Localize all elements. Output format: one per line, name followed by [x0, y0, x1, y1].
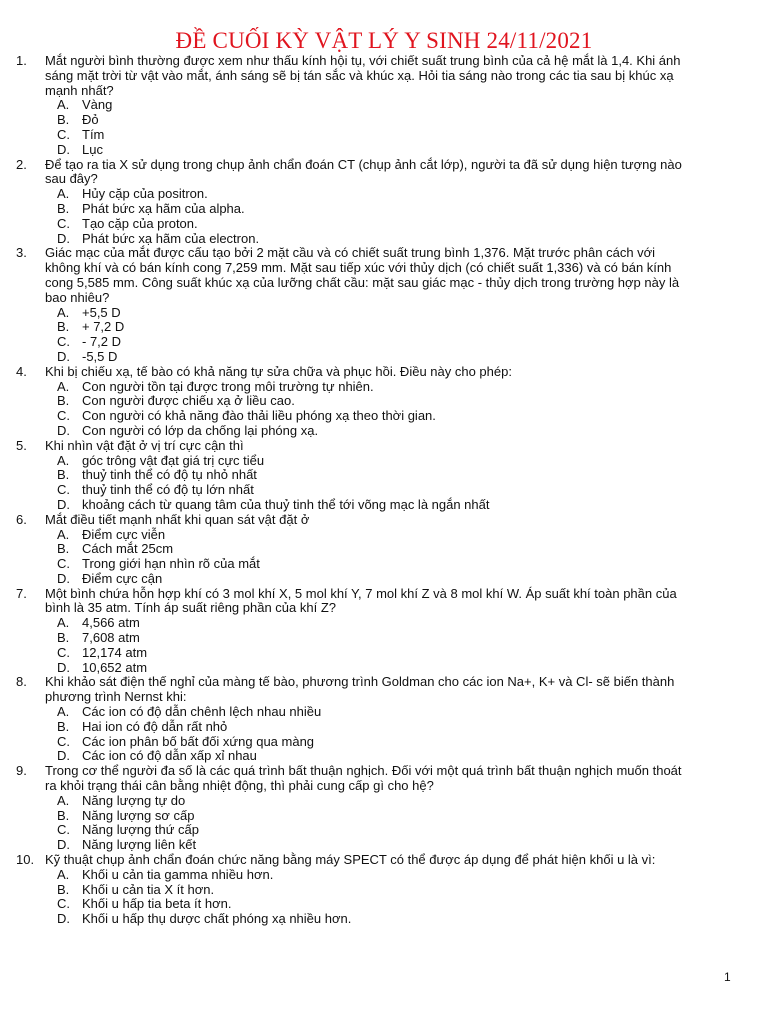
option-text: Điểm cực cận — [82, 570, 163, 586]
option-letter: B. — [57, 541, 70, 557]
question-number: 3. — [16, 245, 27, 261]
option-letter: D. — [57, 230, 70, 246]
answer-option — [16, 735, 756, 750]
option-letter: D. — [57, 911, 70, 927]
question-1 — [16, 54, 756, 158]
option-letter: A. — [57, 704, 70, 720]
answer-option — [16, 98, 756, 113]
question-text-line — [16, 158, 756, 173]
question-text: Trong cơ thể người đa số là các quá trình bất thuận nghịch. Đối với một quá trình bất thuận nghịch muốn thoát — [45, 763, 682, 779]
option-text: Năng lượng thứ cấp — [82, 822, 199, 838]
option-text: -5,5 D — [82, 348, 118, 364]
option-text: Vàng — [82, 97, 113, 113]
question-2 — [16, 158, 756, 247]
answer-option — [16, 557, 756, 572]
question-text: Mắt người bình thường được xem như thấu kính hội tụ, với chiết suất trung bình của cả hệ mắt là 1,4. Khi ánh — [45, 53, 681, 68]
option-letter: D. — [57, 659, 70, 675]
question-number: 1. — [16, 53, 27, 68]
question-text-line — [16, 601, 756, 616]
answer-option — [16, 749, 756, 764]
answer-option — [16, 868, 756, 883]
question-8 — [16, 675, 756, 764]
option-text: Năng lượng tự do — [82, 792, 186, 808]
question-text-line — [16, 853, 756, 868]
option-letter: B. — [57, 467, 70, 483]
question-text: bình là 35 atm. Tính áp suất riêng phần của khí Z? — [45, 600, 337, 616]
question-text-line — [16, 276, 756, 291]
question-number: 4. — [16, 363, 27, 379]
option-letter: B. — [57, 807, 70, 823]
answer-option — [16, 409, 756, 424]
question-text: ra khỏi trạng thái cân bằng nhiệt động, thì phải cung cấp gì cho hệ? — [45, 778, 434, 794]
question-text: phương trình Nernst khi: — [45, 689, 187, 705]
option-text: Khối u cản tia gamma nhiều hơn. — [82, 866, 274, 882]
question-text: Một bình chứa hỗn hợp khí có 3 mol khí X, 5 mol khí Y, 7 mol khí Z và 8 mol khí W. Áp suất khí toàn phần của — [45, 585, 677, 601]
answer-option — [16, 661, 756, 676]
option-letter: B. — [57, 112, 70, 128]
question-text-line — [16, 764, 756, 779]
option-letter: C. — [57, 482, 70, 498]
option-text: Khối u hấp thụ dược chất phóng xạ nhiều hơn. — [82, 911, 352, 927]
option-letter: A. — [57, 866, 70, 882]
question-number: 8. — [16, 674, 27, 690]
question-text-line — [16, 84, 756, 99]
question-text: Giác mạc của mắt được cấu tạo bởi 2 mặt cầu và có chiết suất trung bình 1,376. Mặt trước phân cách với — [45, 245, 656, 261]
option-letter: D. — [57, 570, 70, 586]
answer-option — [16, 394, 756, 409]
option-text: Con người có khả năng đào thải liều phóng xạ theo thời gian. — [82, 408, 436, 424]
option-letter: B. — [57, 393, 70, 409]
option-text: thuỷ tinh thể có độ tụ nhỏ nhất — [82, 467, 257, 483]
question-list — [16, 54, 756, 927]
option-text: Tím — [82, 126, 105, 142]
option-letter: C. — [57, 334, 70, 350]
option-letter: C. — [57, 556, 70, 572]
question-9 — [16, 764, 756, 853]
option-letter: C. — [57, 896, 70, 912]
option-letter: D. — [57, 422, 70, 438]
question-text-line — [16, 675, 756, 690]
option-text: 7,608 atm — [82, 630, 140, 646]
question-number: 7. — [16, 585, 27, 601]
option-letter: D. — [57, 141, 70, 157]
answer-option — [16, 202, 756, 217]
exam-title: ĐỀ CUỐI KỲ VẬT LÝ Y SINH 24/11/2021 — [175, 28, 593, 53]
option-text: Các ion có độ dẫn chênh lệch nhau nhiều — [82, 704, 322, 720]
option-text: Lục — [82, 141, 103, 157]
answer-option — [16, 187, 756, 202]
option-letter: B. — [57, 881, 70, 897]
option-text: Điểm cực viễn — [82, 526, 166, 542]
answer-option — [16, 232, 756, 247]
question-text-line — [16, 587, 756, 602]
question-text: mạnh nhất? — [45, 82, 114, 98]
question-7 — [16, 587, 756, 676]
question-text-line — [16, 690, 756, 705]
option-text: Các ion phân bố bất đối xứng qua màng — [82, 733, 315, 749]
option-letter: C. — [57, 822, 70, 838]
answer-option — [16, 483, 756, 498]
question-text: Để tạo ra tia X sử dụng trong chụp ảnh chẩn đoán CT (chụp ảnh cắt lớp), người ta đã sử dụng hiện tượng nào — [45, 156, 682, 172]
question-text-line — [16, 54, 756, 69]
option-text: Năng lượng sơ cấp — [82, 807, 195, 823]
option-letter: D. — [57, 348, 70, 364]
answer-option — [16, 143, 756, 158]
option-text: Khối u cản tia X ít hơn. — [82, 881, 215, 897]
option-text: Trong giới hạn nhìn rõ của mắt — [82, 556, 260, 572]
question-text: Khi khảo sát điện thế nghỉ của màng tế bào, phương trình Goldman cho các ion Na+, K+ và Cl- sẽ biến thành — [45, 674, 675, 690]
option-text: Con người được chiếu xạ ở liều cao. — [82, 393, 295, 409]
question-number: 5. — [16, 437, 27, 453]
option-text: khoảng cách từ quang tâm của thuỷ tinh thể tới võng mạc là ngắn nhất — [82, 496, 490, 512]
option-text: 4,566 atm — [82, 615, 140, 631]
option-letter: C. — [57, 126, 70, 142]
question-6 — [16, 513, 756, 587]
question-text: không khí và có bán kính cong 7,259 mm. Mặt sau tiếp xúc với thủy dịch (có chiết suất 1,336) và có bán kính — [45, 260, 672, 276]
answer-option — [16, 468, 756, 483]
answer-option — [16, 424, 756, 439]
option-text: Hủy cặp của positron. — [82, 186, 208, 202]
question-text-line — [16, 291, 756, 306]
option-letter: C. — [57, 408, 70, 424]
question-text-line — [16, 513, 756, 528]
page-number: 1 — [724, 970, 731, 984]
option-letter: A. — [57, 526, 70, 542]
question-number: 2. — [16, 156, 27, 172]
option-letter: A. — [57, 792, 70, 808]
answer-option — [16, 809, 756, 824]
option-text: Năng lượng liên kết — [82, 837, 197, 853]
option-letter: C. — [57, 215, 70, 231]
question-text: sáng mặt trời từ vật vào mắt, ánh sáng sẽ bị tán sắc và khúc xạ. Hỏi tia sáng nào trong các tia sau bị khúc xạ — [45, 67, 674, 83]
question-text: Khi nhìn vật đặt ở vị trí cực cận thì — [45, 437, 244, 453]
option-letter: A. — [57, 97, 70, 113]
option-text: Con người tồn tại được trong môi trường tự nhiên. — [82, 378, 374, 394]
option-letter: B. — [57, 630, 70, 646]
option-letter: D. — [57, 748, 70, 764]
option-letter: A. — [57, 186, 70, 202]
answer-option — [16, 794, 756, 809]
option-letter: B. — [57, 200, 70, 216]
answer-option — [16, 380, 756, 395]
answer-option — [16, 883, 756, 898]
option-text: 10,652 atm — [82, 659, 148, 675]
question-text: Mắt điều tiết mạnh nhất khi quan sát vật đặt ở — [45, 511, 310, 527]
answer-option — [16, 320, 756, 335]
option-text: thuỷ tinh thể có độ tụ lớn nhất — [82, 482, 254, 498]
option-text: +5,5 D — [82, 304, 121, 320]
answer-option — [16, 306, 756, 321]
option-letter: A. — [57, 452, 70, 468]
answer-option — [16, 823, 756, 838]
question-text: sau đây? — [45, 171, 98, 187]
option-letter: B. — [57, 319, 70, 335]
option-letter: A. — [57, 304, 70, 320]
answer-option — [16, 350, 756, 365]
question-text: cong 5,585 mm. Công suất khúc xạ của lưỡng chất cầu: mặt sau giác mạc - thủy dịch trong trường hợp này là — [45, 274, 680, 290]
option-text: Cách mắt 25cm — [82, 541, 174, 557]
question-3 — [16, 246, 756, 364]
answer-option — [16, 705, 756, 720]
question-text-line — [16, 246, 756, 261]
question-text-line — [16, 439, 756, 454]
question-text-line — [16, 69, 756, 84]
option-letter: A. — [57, 615, 70, 631]
option-letter: D. — [57, 837, 70, 853]
question-text-line — [16, 261, 756, 276]
answer-option — [16, 572, 756, 587]
option-text: Con người có lớp da chống lại phóng xạ. — [82, 422, 319, 438]
question-text: bao nhiêu? — [45, 289, 110, 305]
question-text: Kỹ thuật chụp ảnh chẩn đoán chức năng bằng máy SPECT có thể được áp dụng để phát hiện khối u là vì: — [45, 852, 656, 868]
option-text: Khối u hấp tia beta ít hơn. — [82, 896, 232, 912]
question-text-line — [16, 172, 756, 187]
answer-option — [16, 897, 756, 912]
option-letter: C. — [57, 644, 70, 660]
option-text: Các ion có độ dẫn xấp xỉ nhau — [82, 748, 257, 764]
answer-option — [16, 631, 756, 646]
option-text: Phát bức xạ hãm của alpha. — [82, 200, 245, 216]
option-letter: C. — [57, 733, 70, 749]
question-text: Khi bị chiếu xạ, tế bào có khả năng tự sửa chữa và phục hồi. Điều này cho phép: — [45, 363, 512, 379]
answer-option — [16, 217, 756, 232]
option-letter: B. — [57, 718, 70, 734]
answer-option — [16, 528, 756, 543]
option-text: 12,174 atm — [82, 644, 148, 660]
question-10 — [16, 853, 756, 927]
question-number: 10. — [16, 852, 35, 868]
answer-option — [16, 498, 756, 513]
answer-option — [16, 616, 756, 631]
option-letter: A. — [57, 378, 70, 394]
answer-option — [16, 542, 756, 557]
option-text: Đỏ — [82, 112, 99, 128]
answer-option — [16, 113, 756, 128]
option-text: Hai ion có độ dẫn rất nhỏ — [82, 718, 228, 734]
question-text-line — [16, 779, 756, 794]
option-letter: D. — [57, 496, 70, 512]
option-text: + 7,2 D — [82, 319, 125, 335]
answer-option — [16, 335, 756, 350]
question-text-line — [16, 365, 756, 380]
option-text: Phát bức xạ hãm của electron. — [82, 230, 260, 246]
answer-option — [16, 454, 756, 469]
answer-option — [16, 912, 756, 927]
option-text: góc trông vật đạt giá trị cực tiểu — [82, 452, 265, 468]
answer-option — [16, 128, 756, 143]
question-4 — [16, 365, 756, 439]
answer-option — [16, 838, 756, 853]
answer-option — [16, 720, 756, 735]
option-text: Tạo cặp của proton. — [82, 215, 198, 231]
question-number: 9. — [16, 763, 27, 779]
option-text: - 7,2 D — [82, 334, 122, 350]
answer-option — [16, 646, 756, 661]
question-number: 6. — [16, 511, 27, 527]
question-5 — [16, 439, 756, 513]
